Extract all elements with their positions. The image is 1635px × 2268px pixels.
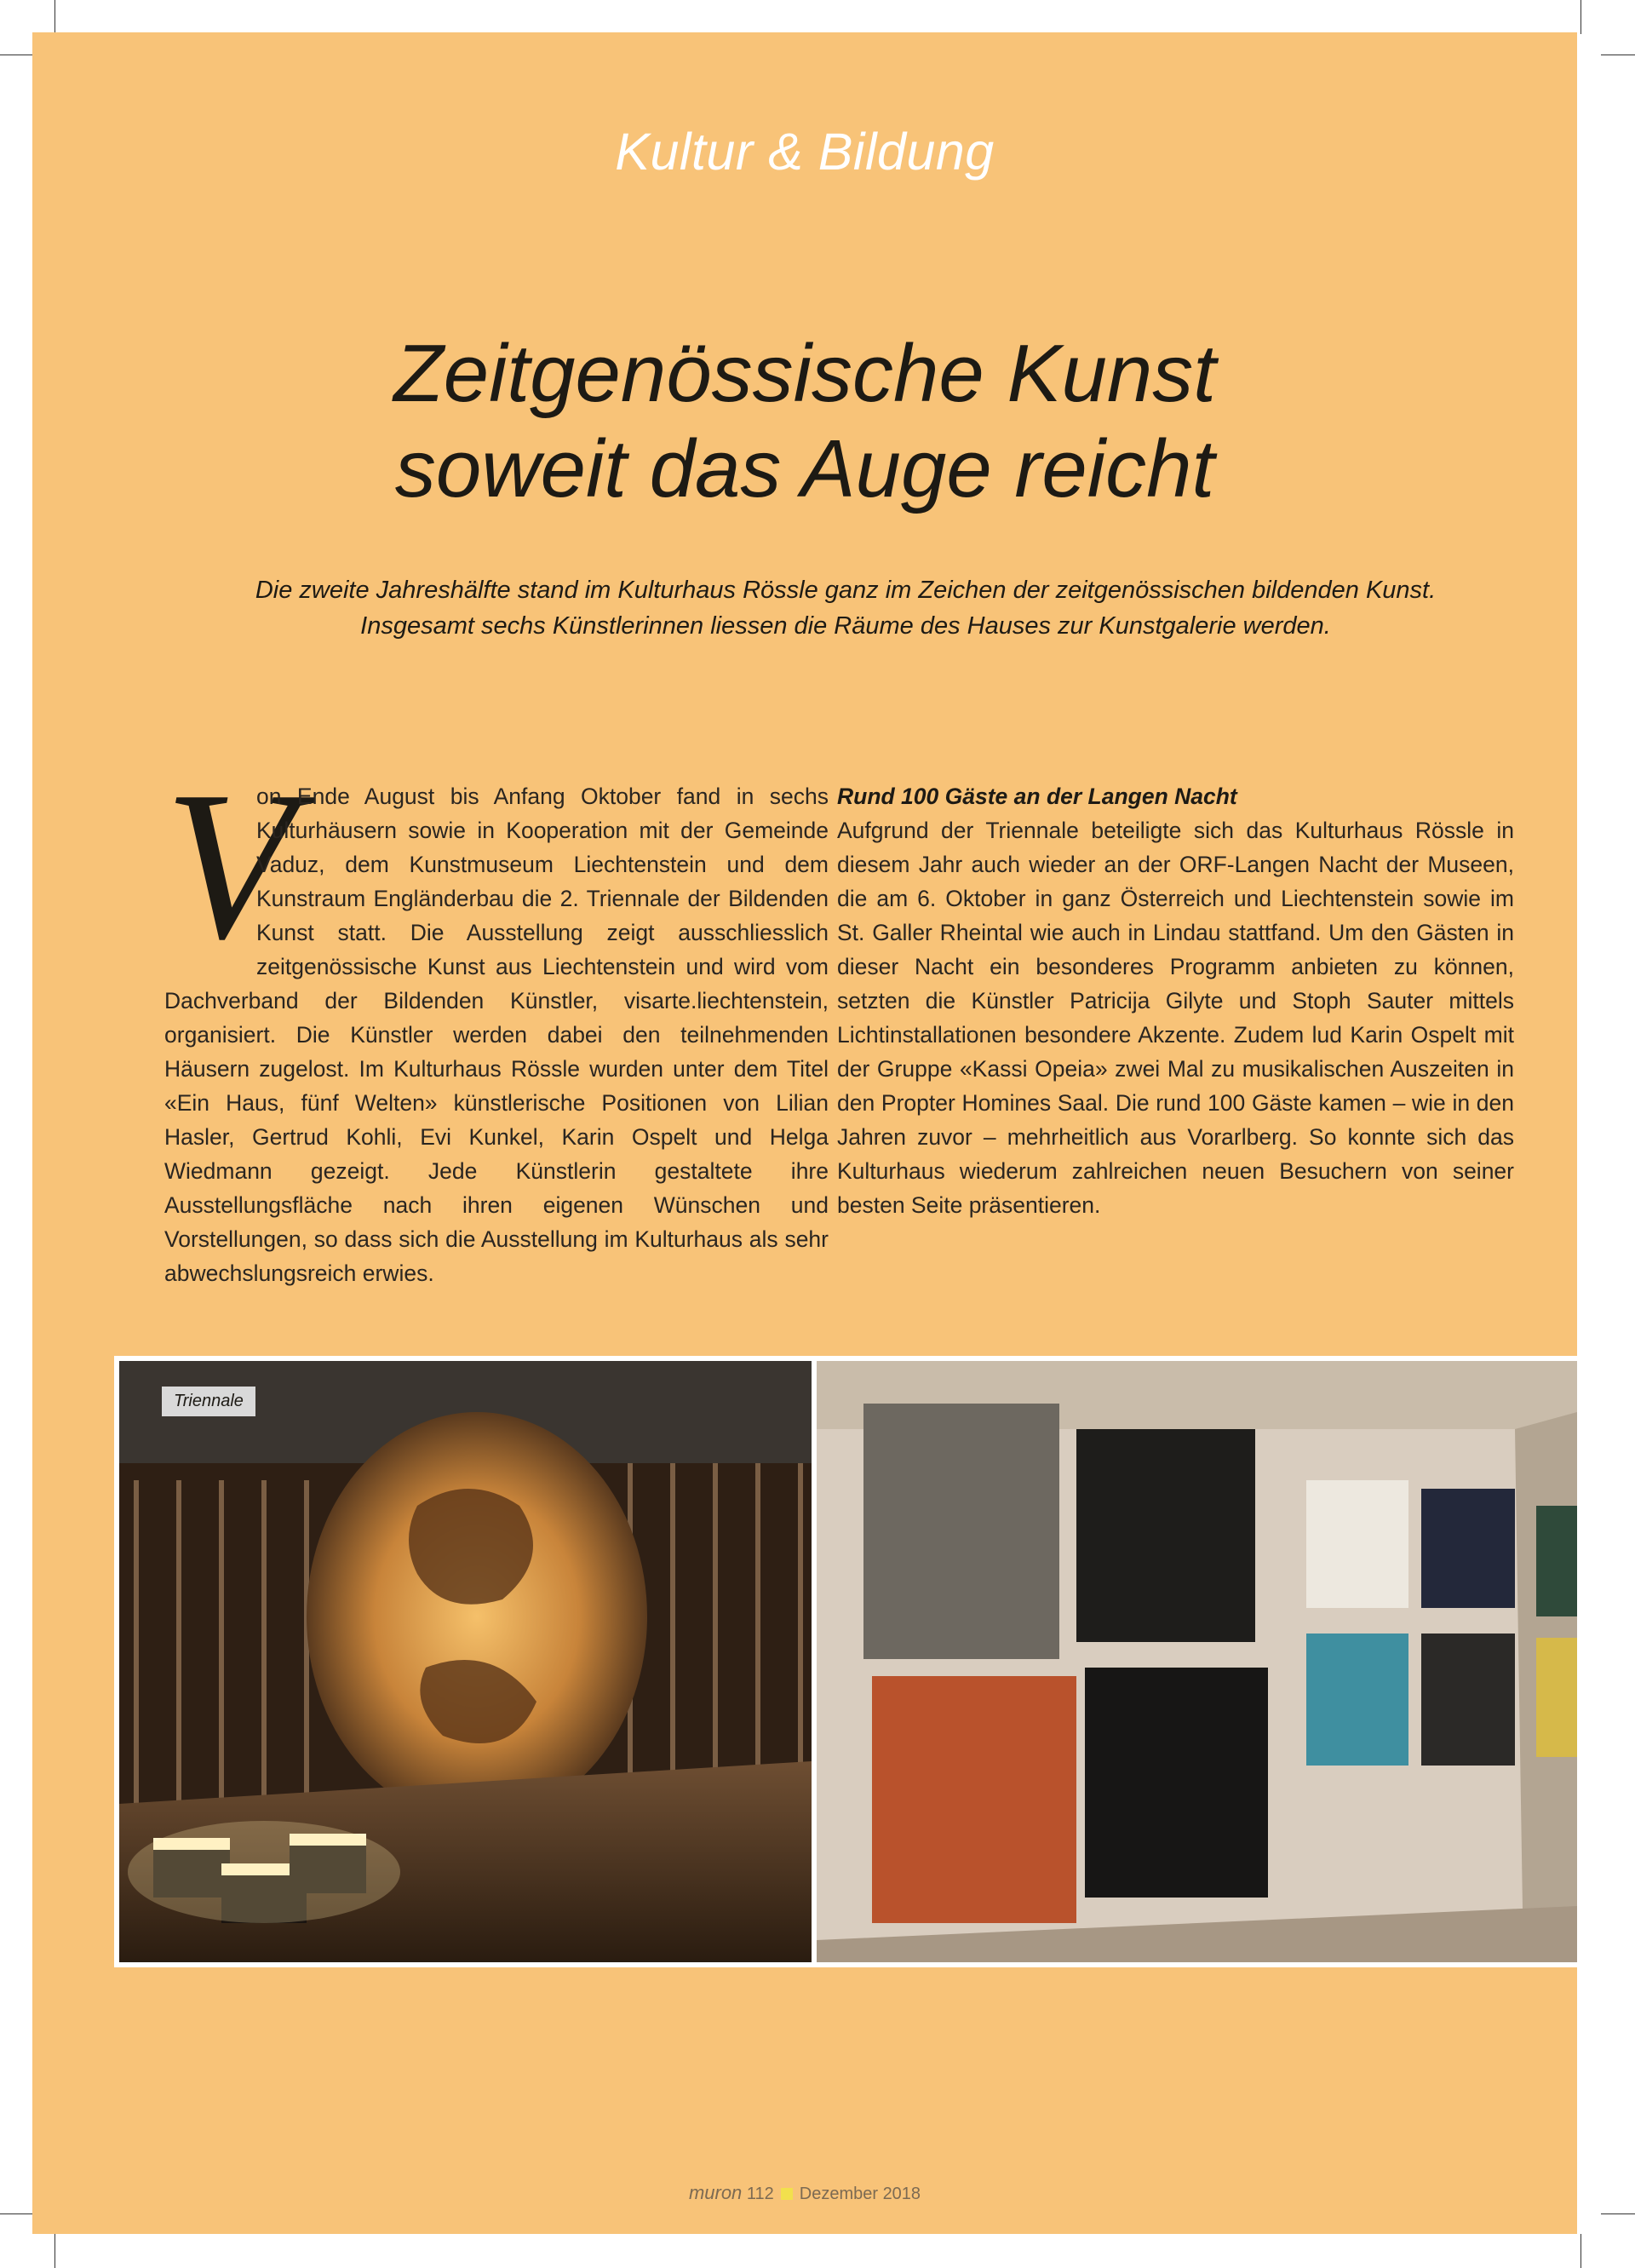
footer-date: Dezember 2018: [799, 2185, 921, 2203]
crop-mark: [1580, 0, 1581, 34]
crop-mark: [1601, 2213, 1635, 2214]
left-column-text: on Ende August bis Anfang Oktober fand in sechs Kulturhäusern sowie in Kooperation mit der Gemeinde Vaduz, dem Kunstmuseum Liechtenstein und dem Kunstraum Engländerbau die 2. Triennale der Bildenden Kunst statt. Die Ausstellung zeigt ausschliesslich zeitgenössische Kunst aus Liechtenstein und wird vom Dachverband der Bildenden Künstler, visarte.liechtenstein, organisiert. Die Künstler werden dabei den teilnehmenden Häusern zugelost. Im Kulturhaus Rössle wurden unter dem Titel «Ein Haus, fünf Welten» künstlerische Positionen von Lilian Hasler, Gertrud Kohli, Evi Kunkel, Karin Ospelt und Helga Wiedmann gezeigt. Jede Künstlerin gestaltete ihre Ausstellungsfläche nach ihren eigenen Wünschen und Vorstellungen, so dass sich die Ausstellung im Kulturhaus als sehr abwechslungsreich erwies.: [164, 784, 829, 1286]
article-lead: Die zweite Jahreshälfte stand im Kulturhaus Rössle ganz im Zeichen der zeitgenössischen bildenden Kunst. Insgesamt sechs Künstlerinnen liessen die Räume des Hauses zur Kunstgalerie werden.: [255, 577, 1437, 640]
page-footer: [32, 2182, 1577, 2204]
installation-photo-image: [119, 1361, 812, 1962]
crop-mark: [54, 2234, 55, 2268]
right-column-text: Aufgrund der Triennale beteiligte sich das Kulturhaus Rössle in diesem Jahr auch wieder an der ORF-Langen Nacht der Museen, die am 6. Oktober in ganz Österreich und Liechtenstein sowie im St. Galler Rheintal wie auch in Lindau stattfand. Um den Gästen in dieser Nacht ein besonderes Programm anbieten zu können, setzten die Künstler Patricija Gilyte und Stoph Sauter mittels Lichtinstallationen besondere Akzente. Zudem lud Karin Ospelt mit der Gruppe «Kassi Opeia» zwei Mal zu musikalischen Auszeiten in den Propter Homines Saal. Die rund 100 Gäste kamen – wie in den Jahren zuvor – mehrheitlich aus Vorarlberg. So konnte sich das Kulturhaus wiederum zahlreichen neuen Besuchern von seiner besten Seite präsentieren.: [837, 818, 1514, 1218]
photo-gallery-paintings: [817, 1361, 1577, 1962]
drop-cap: V: [164, 748, 295, 984]
photo-caption: Triennale: [162, 1387, 255, 1416]
magazine-page: [32, 32, 1577, 2234]
footer-magazine: muron: [688, 2182, 743, 2203]
gallery-photo-image: [817, 1361, 1577, 1962]
subheading: Rund 100 Gäste an der Langen Nacht: [837, 784, 1237, 809]
crop-mark: [54, 0, 55, 34]
title-line-2: soweit das Auge reicht: [394, 423, 1215, 514]
footer-issue: 112: [746, 2185, 774, 2203]
crop-mark: [1580, 2234, 1581, 2268]
footer-square-icon: [781, 2188, 793, 2200]
title-line-1: Zeitgenössische Kunst: [393, 328, 1216, 419]
right-column: [837, 779, 1514, 1222]
section-label: Kultur & Bildung: [615, 123, 995, 181]
left-column: [164, 748, 829, 1290]
photo-triennale-installation: [119, 1361, 812, 1962]
crop-mark: [0, 2213, 34, 2214]
article-title: [32, 326, 1577, 517]
photo-strip: [114, 1356, 1577, 1967]
